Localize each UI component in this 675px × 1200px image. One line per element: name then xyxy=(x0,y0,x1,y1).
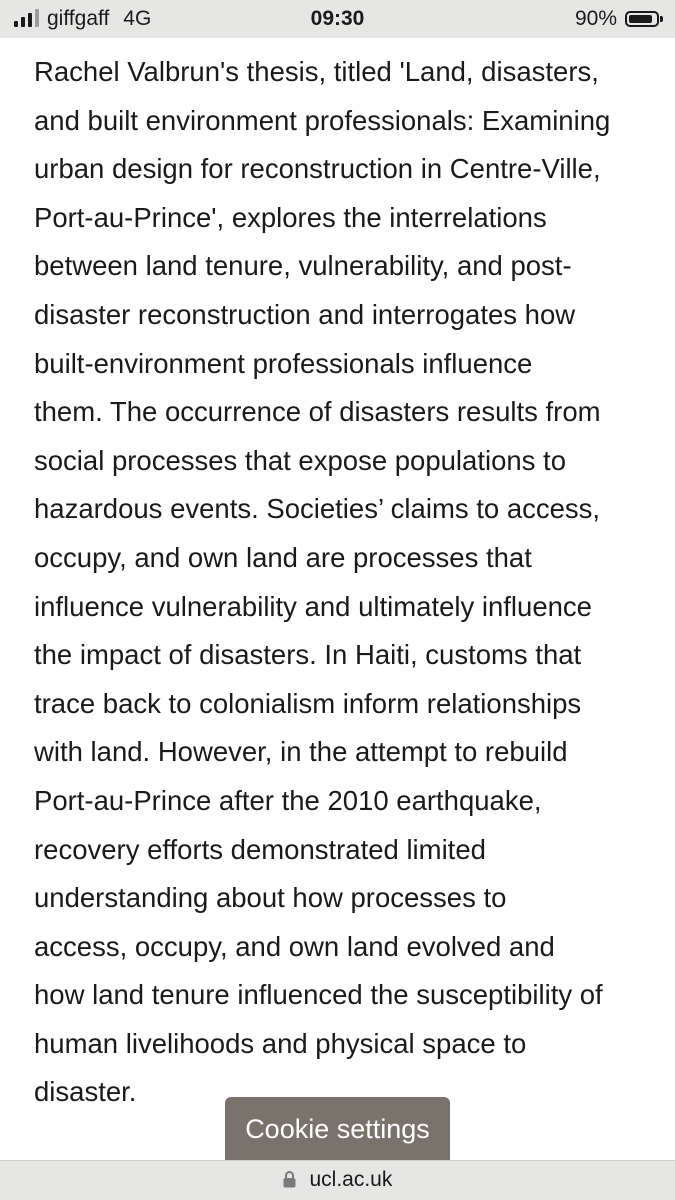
article-line: occupy, and own land are processes that xyxy=(34,541,532,573)
article-line: hazardous events. Societies’ claims to access, xyxy=(34,493,601,525)
lock-icon xyxy=(283,1170,296,1194)
article-line: them. The occurrence of disasters results from xyxy=(34,396,601,428)
article-line: understanding about how processes to xyxy=(34,882,507,914)
article-line: and built environment professionals: Examining xyxy=(34,104,611,136)
battery-icon xyxy=(625,11,659,27)
article-line: urban design for reconstruction in Centre-Ville, xyxy=(34,153,601,185)
battery-percent: 90% xyxy=(574,7,617,30)
article-line: recovery efforts demonstrated limited xyxy=(34,833,486,865)
article-body xyxy=(34,48,649,1117)
article-line: access, occupy, and own land evolved and xyxy=(34,930,555,962)
article-line: built-environment professionals influence xyxy=(34,347,533,379)
article-line: disaster. xyxy=(34,1076,137,1108)
network-type: 4G xyxy=(123,7,152,30)
article-line: Rachel Valbrun's thesis, titled 'Land, disasters, xyxy=(34,56,599,87)
article-line: disaster reconstruction and interrogates how xyxy=(34,298,576,330)
article-line: Port-au-Prince after the 2010 earthquake, xyxy=(34,784,542,816)
url-display[interactable] xyxy=(0,1168,675,1194)
url-domain: ucl.ac.uk xyxy=(309,1168,393,1191)
status-bar xyxy=(0,0,675,38)
article-line: between land tenure, vulnerability, and post- xyxy=(34,250,572,282)
article-line: with land. However, in the attempt to rebuild xyxy=(34,736,568,768)
battery-tip xyxy=(660,16,663,22)
article-line: social processes that expose populations to xyxy=(34,444,566,476)
article-line: how land tenure influenced the susceptibility of xyxy=(34,979,603,1011)
article-line: human livelihoods and physical space to xyxy=(34,1027,527,1059)
article-line: influence vulnerability and ultimately influence xyxy=(34,590,592,622)
url-bar[interactable] xyxy=(0,1160,675,1200)
carrier-name: giffgaff xyxy=(47,7,110,30)
cookie-settings-button[interactable]: Cookie settings xyxy=(225,1097,450,1161)
status-right xyxy=(575,7,663,31)
status-time: 09:30 xyxy=(310,7,365,30)
article-line: trace back to colonialism inform relationships xyxy=(34,687,582,719)
battery-fill xyxy=(629,15,652,23)
article-line: Port-au-Prince', explores the interrelations xyxy=(34,201,547,233)
article-line: the impact of disasters. In Haiti, customs that xyxy=(34,639,582,671)
